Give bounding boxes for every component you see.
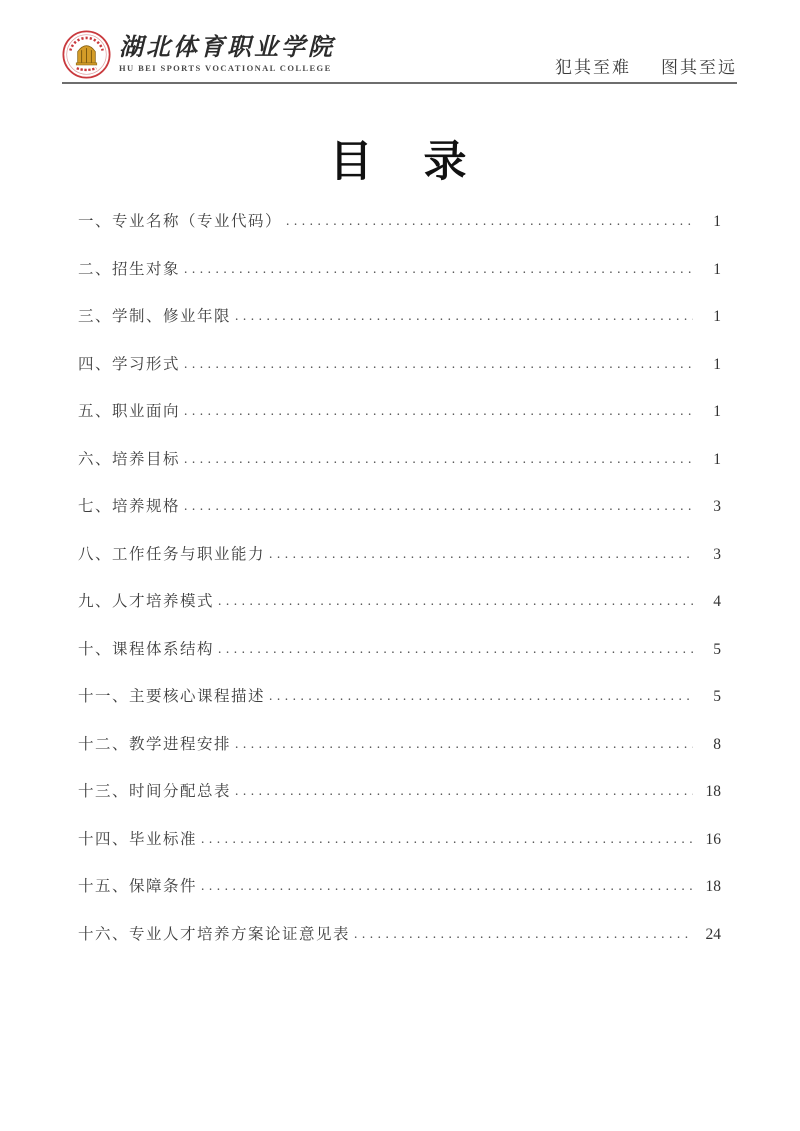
toc-entry bbox=[78, 352, 721, 400]
college-brand bbox=[62, 30, 335, 79]
toc-entry bbox=[78, 257, 721, 305]
letterhead bbox=[62, 0, 737, 84]
college-motto bbox=[555, 53, 737, 79]
toc-entry bbox=[78, 827, 721, 875]
toc-leader-dots bbox=[235, 783, 693, 799]
toc-entry-label: 九、人才培养模式 bbox=[78, 593, 215, 610]
toc-entry bbox=[78, 732, 721, 780]
toc-entry-page: 1 bbox=[713, 403, 721, 420]
toc-entry-label: 八、工作任务与职业能力 bbox=[78, 545, 266, 563]
toc-entry-page: 4 bbox=[713, 593, 721, 610]
toc-leader-dots bbox=[184, 451, 693, 467]
toc-entry bbox=[78, 684, 721, 732]
toc-entry-page: 5 bbox=[713, 688, 721, 705]
college-name-block bbox=[119, 36, 335, 73]
toc-entry-page: 3 bbox=[713, 545, 721, 563]
toc-entry-page: 1 bbox=[713, 355, 721, 373]
toc-entry bbox=[78, 399, 721, 447]
toc-entry-label: 一、专业名称（专业代码） bbox=[78, 213, 283, 230]
toc-entry-label: 三、学制、修业年限 bbox=[78, 308, 232, 325]
toc-entry-label: 十四、毕业标准 bbox=[78, 830, 198, 848]
toc-leader-dots bbox=[218, 593, 693, 609]
toc-leader-dots bbox=[269, 688, 693, 704]
toc-entry bbox=[78, 779, 721, 827]
toc-leader-dots bbox=[201, 878, 693, 894]
toc-leader-dots bbox=[235, 736, 693, 752]
toc-entry-page: 8 bbox=[713, 735, 721, 753]
toc-leader-dots bbox=[184, 403, 693, 419]
toc-entry bbox=[78, 304, 721, 352]
toc-leader-dots bbox=[354, 926, 693, 942]
toc-entry-label: 六、培养目标 bbox=[78, 450, 181, 468]
toc-leader-dots bbox=[286, 213, 693, 229]
toc-entry-label: 十六、专业人才培养方案论证意见表 bbox=[78, 925, 351, 943]
page-title: 目 录 bbox=[329, 139, 471, 186]
toc-entry-page: 3 bbox=[713, 498, 721, 515]
toc-entry-label: 十一、主要核心课程描述 bbox=[78, 688, 266, 705]
toc-entry-label: 十二、教学进程安排 bbox=[78, 735, 232, 753]
toc-leader-dots bbox=[184, 356, 693, 372]
toc-entry bbox=[78, 209, 721, 257]
toc-entry-page: 1 bbox=[713, 260, 721, 278]
toc-entry-label: 四、学习形式 bbox=[78, 355, 181, 373]
college-name-chinese: 湖北体育职业学院 bbox=[119, 34, 335, 61]
college-name-english: HU BEI SPORTS VOCATIONAL COLLEGE bbox=[119, 63, 332, 74]
toc-entry-page: 16 bbox=[705, 830, 721, 848]
toc-entry-page: 18 bbox=[705, 878, 721, 895]
toc-entry-label: 五、职业面向 bbox=[78, 403, 181, 420]
toc-entry bbox=[78, 447, 721, 495]
toc-entry bbox=[78, 637, 721, 685]
toc-entry-page: 1 bbox=[713, 308, 721, 325]
toc-entry-page: 1 bbox=[713, 213, 721, 230]
toc-leader-dots bbox=[218, 641, 693, 657]
toc-entry-label: 十三、时间分配总表 bbox=[78, 783, 232, 800]
toc-entry-page: 24 bbox=[705, 925, 721, 943]
toc-leader-dots bbox=[184, 498, 693, 514]
toc-entry bbox=[78, 542, 721, 590]
toc-entry-label: 七、培养规格 bbox=[78, 498, 181, 515]
toc-entry-label: 二、招生对象 bbox=[78, 260, 181, 278]
toc-entry bbox=[78, 922, 721, 970]
toc-entry bbox=[78, 589, 721, 637]
toc-leader-dots bbox=[184, 261, 693, 277]
toc-entry bbox=[78, 874, 721, 922]
toc-entry-page: 18 bbox=[705, 783, 721, 800]
toc-entry-label: 十五、保障条件 bbox=[78, 878, 198, 895]
college-seal-icon bbox=[62, 30, 111, 79]
toc-entry bbox=[78, 494, 721, 542]
table-of-contents bbox=[78, 209, 721, 969]
toc-entry-page: 5 bbox=[713, 640, 721, 658]
toc-entry-page: 1 bbox=[713, 450, 721, 468]
motto-phrase-right: 图其至远 bbox=[661, 58, 737, 77]
toc-leader-dots bbox=[235, 308, 693, 324]
toc-entry-label: 十、课程体系结构 bbox=[78, 640, 215, 658]
toc-leader-dots bbox=[269, 546, 693, 562]
toc-leader-dots bbox=[201, 831, 693, 847]
motto-phrase-left: 犯其至难 bbox=[555, 58, 631, 77]
